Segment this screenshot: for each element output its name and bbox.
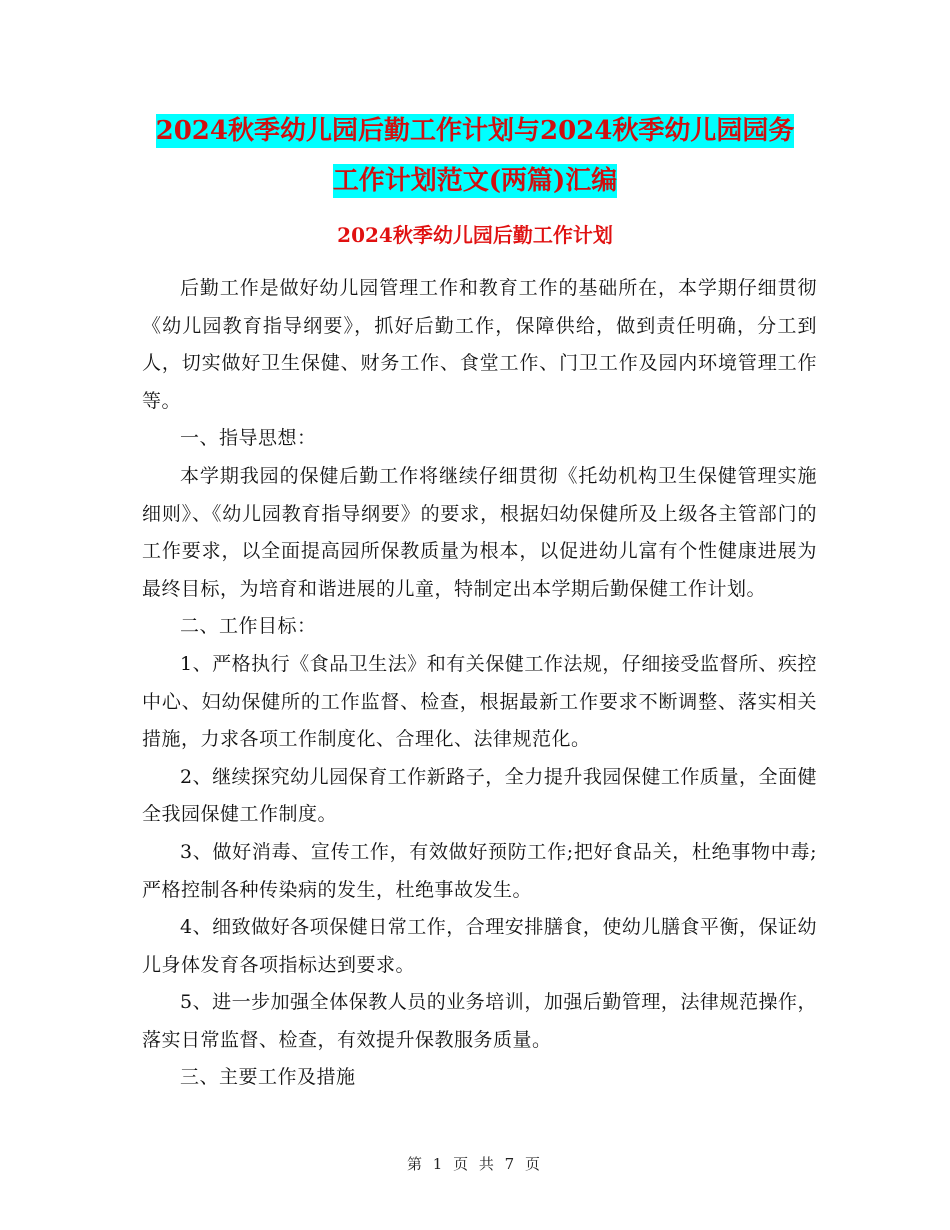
paragraph-goal-3: 3、做好消毒、宣传工作，有效做好预防工作;把好食品关，杜绝事物中毒;严格控制各种传染病的发生，杜绝事故发生。 <box>142 840 817 901</box>
heading-guiding-thought: 一、指导思想： <box>180 427 317 450</box>
heading-main-work: 三、主要工作及措施 <box>180 1066 356 1089</box>
paragraph-intro: 后勤工作是做好幼儿园管理工作和教育工作的基础所在，本学期仔细贯彻《幼儿园教育指导纲要》，抓好后勤工作，保障供给，做到责任明确，分工到人，切实做好卫生保健、财务工作、食堂工作、门卫工作及园内环境管理工作等。 <box>142 277 817 412</box>
heading-work-goals: 二、工作目标： <box>180 615 317 638</box>
paragraph-goal-5: 5、进一步加强全体保教人员的业务培训，加强后勤管理，法律规范操作，落实日常监督、检查，有效提升保教服务质量。 <box>142 991 817 1051</box>
title-line-2: 工作计划范文(两篇)汇编 <box>332 166 618 196</box>
page-footer: 第 1 页 共 7 页 <box>407 1155 543 1173</box>
paragraph-guiding-thought: 本学期我园的保健后勤工作将继续仔细贯彻《托幼机构卫生保健管理实施细则》、《幼儿园教育指导纲要》的要求，根据妇幼保健所及上级各主管部门的工作要求，以全面提高园所保教质量为根本，以促进幼儿富有个性健康进展为最终目标，为培育和谐进展的儿童，特制定出本学期后勤保健工作计划。 <box>142 464 817 600</box>
section-title: 2024秋季幼儿园后勤工作计划 <box>337 223 613 247</box>
paragraph-goal-1: 1、严格执行《食品卫生法》和有关保健工作法规，仔细接受监督所、疾控中心、妇幼保健所的工作监督、检查，根据最新工作要求不断调整、落实相关措施，力求各项工作制度化、合理化、法律规范化。 <box>142 652 817 751</box>
title-line-1: 2024秋季幼儿园后勤工作计划与2024秋季幼儿园园务 <box>155 116 795 146</box>
paragraph-goal-4: 4、细致做好各项保健日常工作，合理安排膳食，使幼儿膳食平衡，保证幼儿身体发育各项指标达到要求。 <box>142 916 817 976</box>
document-body <box>142 270 817 1097</box>
document-title <box>0 106 950 206</box>
paragraph-goal-2: 2、继续探究幼儿园保育工作新路子，全力提升我园保健工作质量，全面健全我园保健工作制度。 <box>142 765 817 826</box>
